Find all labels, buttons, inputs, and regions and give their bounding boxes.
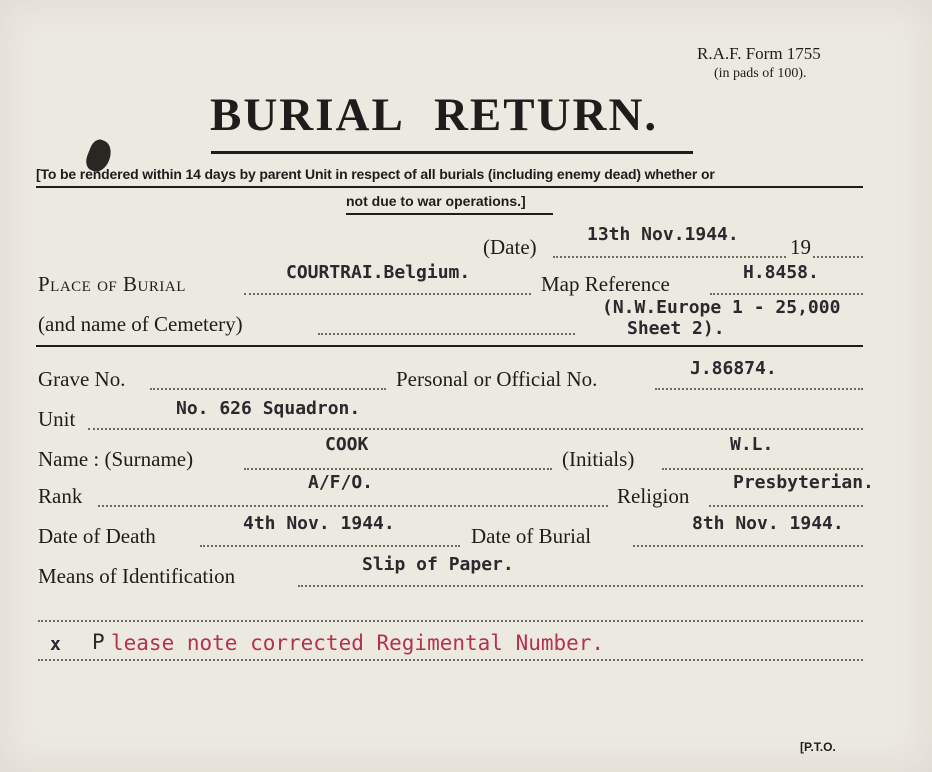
- surname-line: [244, 468, 552, 470]
- instructions-underline-1: [36, 186, 863, 188]
- means-of-identification-value: Slip of Paper.: [362, 554, 514, 575]
- surname-value: COOK: [325, 434, 369, 455]
- blank-line: [38, 620, 863, 622]
- form-number: R.A.F. Form 1755: [697, 44, 821, 63]
- date-year-prefix: 19: [790, 235, 811, 259]
- personal-number-value: J.86874.: [690, 358, 777, 379]
- map-reference-value-line-3: Sheet 2).: [627, 318, 725, 339]
- religion-line: [709, 505, 863, 507]
- date-of-death-value: 4th Nov. 1944.: [243, 513, 395, 534]
- initials-value: W.L.: [730, 434, 774, 455]
- instructions-line-2: not due to war operations.]: [346, 193, 526, 209]
- instructions-line-1: [To be rendered within 14 days by parent Unit in respect of all burials (including enemy dead) whether or: [36, 166, 715, 182]
- cemetery-label: (and name of Cemetery): [38, 312, 243, 336]
- form-title: BURIAL RETURN.: [210, 89, 659, 141]
- place-label: Place of Burial: [38, 272, 186, 296]
- rank-label: Rank: [38, 484, 83, 508]
- date-of-burial-line: [633, 545, 863, 547]
- unit-value: No. 626 Squadron.: [176, 398, 361, 419]
- rank-value: A/F/O.: [308, 472, 374, 493]
- note-line: [38, 659, 863, 661]
- means-of-identification-label: Means of Identification: [38, 564, 236, 588]
- place-line: [244, 293, 531, 295]
- date-line: [553, 256, 786, 258]
- map-reference-value-line-2: (N.W.Europe 1 - 25,000: [602, 297, 841, 318]
- date-of-death-label: Date of Death: [38, 524, 156, 548]
- section-divider: [36, 345, 863, 347]
- unit-label: Unit: [38, 407, 76, 431]
- date-of-burial-value: 8th Nov. 1944.: [692, 513, 844, 534]
- unit-line: [88, 428, 863, 430]
- cemetery-line: [318, 333, 575, 335]
- instructions-underline-2: [346, 213, 553, 215]
- grave-number-line: [150, 388, 386, 390]
- initials-label: (Initials): [562, 447, 635, 471]
- date-of-burial-label: Date of Burial: [471, 524, 592, 548]
- map-reference-value: H.8458.: [743, 262, 819, 283]
- date-value: 13th Nov.1944.: [587, 224, 739, 245]
- date-of-death-line: [200, 545, 460, 547]
- means-of-identification-line: [298, 585, 863, 587]
- note-first-letter: P: [92, 630, 105, 654]
- initials-line: [662, 468, 863, 470]
- personal-number-label: Personal or Official No.: [396, 367, 598, 391]
- please-turn-over: [P.T.O.: [800, 740, 836, 754]
- grave-number-label: Grave No.: [38, 367, 126, 391]
- place-value: COURTRAI.Belgium.: [286, 262, 471, 283]
- correction-note: lease note corrected Regimental Number.: [111, 631, 605, 655]
- note-marker: x: [50, 634, 61, 655]
- surname-label: Name : (Surname): [38, 447, 194, 471]
- map-reference-label: Map Reference: [541, 272, 670, 296]
- rank-line: [98, 505, 608, 507]
- religion-label: Religion: [617, 484, 690, 508]
- religion-value: Presbyterian.: [733, 472, 874, 493]
- date-label: (Date): [483, 235, 537, 259]
- date-year-line: [813, 256, 863, 258]
- map-reference-line: [710, 293, 863, 295]
- pads-note: (in pads of 100).: [714, 66, 807, 81]
- personal-number-line: [655, 388, 863, 390]
- title-underline: [211, 151, 693, 154]
